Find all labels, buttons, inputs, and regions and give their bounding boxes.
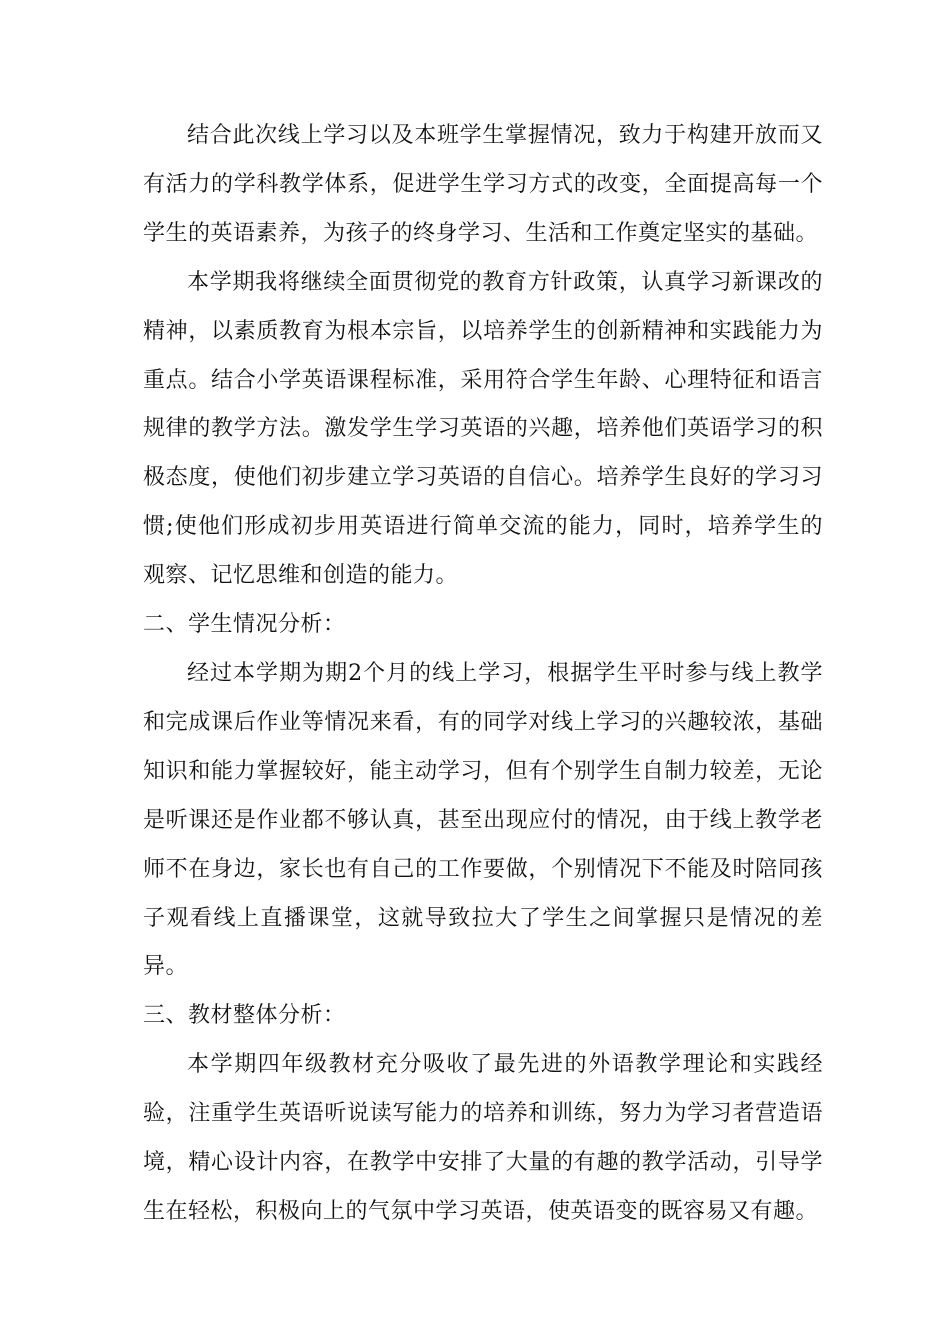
- section-heading-textbook-analysis: 三、教材整体分析：: [143, 1003, 346, 1029]
- paragraph-textbook-analysis: 本学期四年级教材充分吸收了最先进的外语教学理论和实践经验，注重学生英语听说读写能力的培养和训练，努力为学习者营造语境，精心设计内容，在教学中安排了大量的有趣的教学活动，引导学生在轻松，积极向上的气氛中学习英语，使英语变的既容易又有趣。: [143, 1052, 823, 1224]
- paragraph-student-analysis: 经过本学期为期2个月的线上学习，根据学生平时参与线上教学和完成课后作业等情况来看，有的同学对线上学习的兴趣较浓，基础知识和能力掌握较好，能主动学习，但有个别学生自制力较差，无论是听课还是作业都不够认真，甚至出现应付的情况，由于线上教学老师不在身边，家长也有自己的工作要做，个别情况下不能及时陪同孩子观看线上直播课堂，这就导致拉大了学生之间掌握只是情况的差异。: [143, 660, 823, 980]
- paragraph-intro: 结合此次线上学习以及本班学生掌握情况，致力于构建开放而又有活力的学科教学体系，促进学生学习方式的改变，全面提高每一个学生的英语素养，为孩子的终身学习、生活和工作奠定坚实的基础。: [143, 123, 823, 246]
- section-heading-student-analysis: 二、学生情况分析：: [143, 612, 346, 638]
- document-body: [143, 112, 823, 1237]
- paragraph-goals: 本学期我将继续全面贯彻党的教育方针政策，认真学习新课改的精神，以素质教育为根本宗旨，以培养学生的创新精神和实践能力为重点。结合小学英语课程标准，采用符合学生年龄、心理特征和语言规律的教学方法。激发学生学习英语的兴趣，培养他们英语学习的积极态度，使他们初步建立学习英语的自信心。培养学生良好的学习习惯;使他们形成初步用英语进行简单交流的能力，同时，培养学生的观察、记忆思维和创造的能力。: [143, 269, 823, 589]
